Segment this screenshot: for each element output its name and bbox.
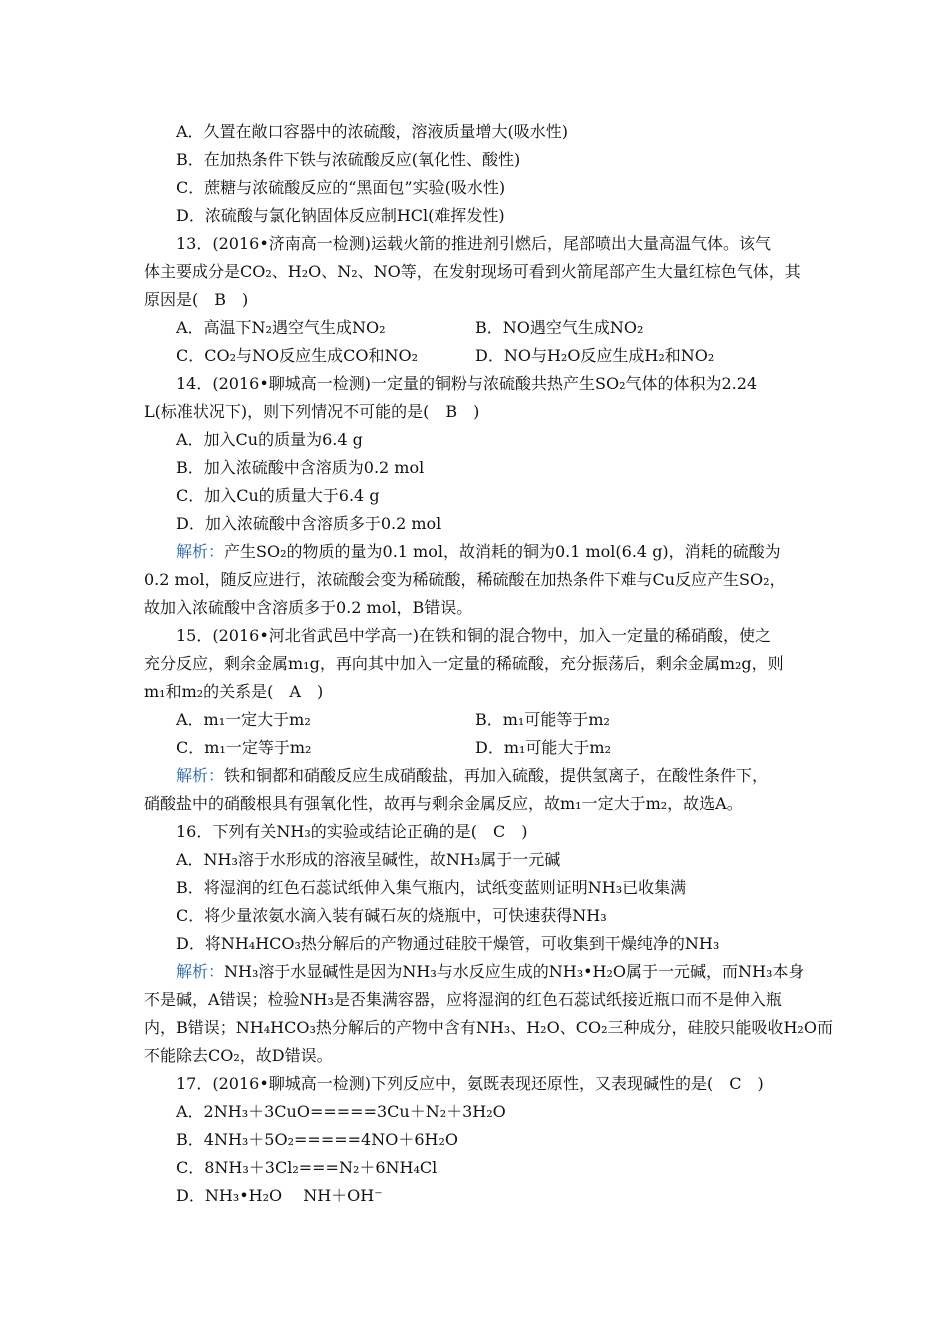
q17-option-b: B．4NH₃＋5O₂=====4NO＋6H₂O — [176, 1130, 459, 1149]
q16-option-d: D．将NH₄HCO₃热分解后的产物通过硅胶干燥管，可收集到干燥纯净的NH₃ — [176, 934, 720, 953]
q15-stem-line2: 充分反应，剩余金属m₁g，再向其中加入一定量的稀硫酸，充分振荡后，剩余金属m₂g，则 — [144, 654, 784, 673]
q16-explanation-line3: 内，B错误；NH₄HCO₃热分解后的产物中含有NH₃、H₂O、CO₂三种成分，硅胶只能吸收H₂O而 — [144, 1018, 833, 1037]
q14-option-a: A．加入Cu的质量为6.4 g — [176, 430, 363, 449]
explanation-label: 解析： — [176, 542, 225, 561]
q13-option-a: A．高温下N₂遇空气生成NO₂ — [176, 318, 386, 337]
explanation-label: 解析： — [176, 962, 225, 981]
q14-explanation-line3: 故加入浓硫酸中含溶质多于0.2 mol，B错误。 — [144, 598, 473, 617]
q16-explanation-line4: 不能除去CO₂，故D错误。 — [144, 1046, 333, 1065]
q13-stem-line3: 原因是( B ) — [144, 290, 249, 309]
q13-option-c: C．CO₂与NO反应生成CO和NO₂ — [176, 346, 419, 365]
q16-explanation-line2: 不是碱，A错误；检验NH₃是否集满容器，应将湿润的红色石蕊试纸接近瓶口而不是伸入瓶 — [144, 990, 782, 1009]
q15-explanation-line2: 硝酸盐中的硝酸根具有强氧化性，故再与剩余金属反应，故m₁一定大于m₂，故选A。 — [144, 794, 743, 813]
q12-option-c: C．蔗糖与浓硫酸反应的“黑面包”实验(吸水性) — [176, 178, 506, 197]
q14-option-b: B．加入浓硫酸中含溶质为0.2 mol — [176, 458, 425, 477]
q17-stem: 17．(2016•聊城高一检测)下列反应中，氨既表现还原性，又表现碱性的是( C ) — [176, 1074, 764, 1093]
q14-explanation-line2: 0.2 mol，随反应进行，浓硫酸会变为稀硫酸，稀硫酸在加热条件下难与Cu反应产生SO₂， — [144, 570, 786, 589]
q15-option-b: B．m₁可能等于m₂ — [475, 710, 610, 729]
q15-stem-line3: m₁和m₂的关系是( A ) — [144, 682, 324, 701]
q13-stem-line1: 13．(2016•济南高一检测)运载火箭的推进剂引燃后，尾部喷出大量高温气体。该气 — [176, 234, 772, 253]
q14-explanation-line1: 解析：产生SO₂的物质的量为0.1 mol，故消耗的铜为0.1 mol(6.4 g)，消耗的硫酸为 — [176, 542, 781, 561]
q17-option-c: C．8NH₃＋3Cl₂===N₂＋6NH₄Cl — [176, 1158, 438, 1177]
q17-option-d: D．NH₃•H₂O NH＋OH⁻ — [176, 1186, 383, 1205]
q16-option-a: A．NH₃溶于水形成的溶液呈碱性，故NH₃属于一元碱 — [176, 850, 561, 869]
q15-explanation-line1: 解析：铁和铜都和硝酸反应生成硝酸盐，再加入硫酸，提供氢离子，在酸性条件下， — [176, 766, 769, 785]
q13-option-d: D．NO与H₂O反应生成H₂和NO₂ — [475, 346, 715, 365]
q12-option-b: B．在加热条件下铁与浓硫酸反应(氧化性、酸性) — [176, 150, 521, 169]
q13-stem-line2: 体主要成分是CO₂、H₂O、N₂、NO等，在发射现场可看到火箭尾部产生大量红棕色气体，其 — [144, 262, 801, 281]
q15-option-d: D．m₁可能大于m₂ — [475, 738, 612, 757]
q12-option-a: A．久置在敞口容器中的浓硫酸，溶液质量增大(吸水性) — [176, 122, 569, 141]
q15-option-c: C．m₁一定等于m₂ — [176, 738, 312, 757]
q15-option-a: A．m₁一定大于m₂ — [176, 710, 311, 729]
q17-option-a: A．2NH₃＋3CuO=====3Cu＋N₂＋3H₂O — [176, 1102, 506, 1121]
q12-option-d: D．浓硫酸与氯化钠固体反应制HCl(难挥发性) — [176, 206, 505, 225]
q14-option-c: C．加入Cu的质量大于6.4 g — [176, 486, 380, 505]
q14-option-d: D．加入浓硫酸中含溶质多于0.2 mol — [176, 514, 442, 533]
q15-stem-line1: 15．(2016•河北省武邑中学高一)在铁和铜的混合物中，加入一定量的稀硝酸，使之 — [176, 626, 772, 645]
explanation-label: 解析： — [176, 766, 225, 785]
q13-option-b: B．NO遇空气生成NO₂ — [475, 318, 644, 337]
q16-option-b: B．将湿润的红色石蕊试纸伸入集气瓶内，试纸变蓝则证明NH₃已收集满 — [176, 878, 687, 897]
q14-stem-line2: L(标准状况下)，则下列情况不可能的是( B ) — [144, 402, 480, 421]
q14-stem-line1: 14．(2016•聊城高一检测)一定量的铜粉与浓硫酸共热产生SO₂气体的体积为2.24 — [176, 374, 758, 393]
q16-explanation-line1: 解析：NH₃溶于水显碱性是因为NH₃与水反应生成的NH₃•H₂O属于一元碱，而NH₃本身 — [176, 962, 805, 981]
q16-stem: 16．下列有关NH₃的实验或结论正确的是( C ) — [176, 822, 528, 841]
q16-option-c: C．将少量浓氨水滴入装有碱石灰的烧瓶中，可快速获得NH₃ — [176, 906, 607, 925]
